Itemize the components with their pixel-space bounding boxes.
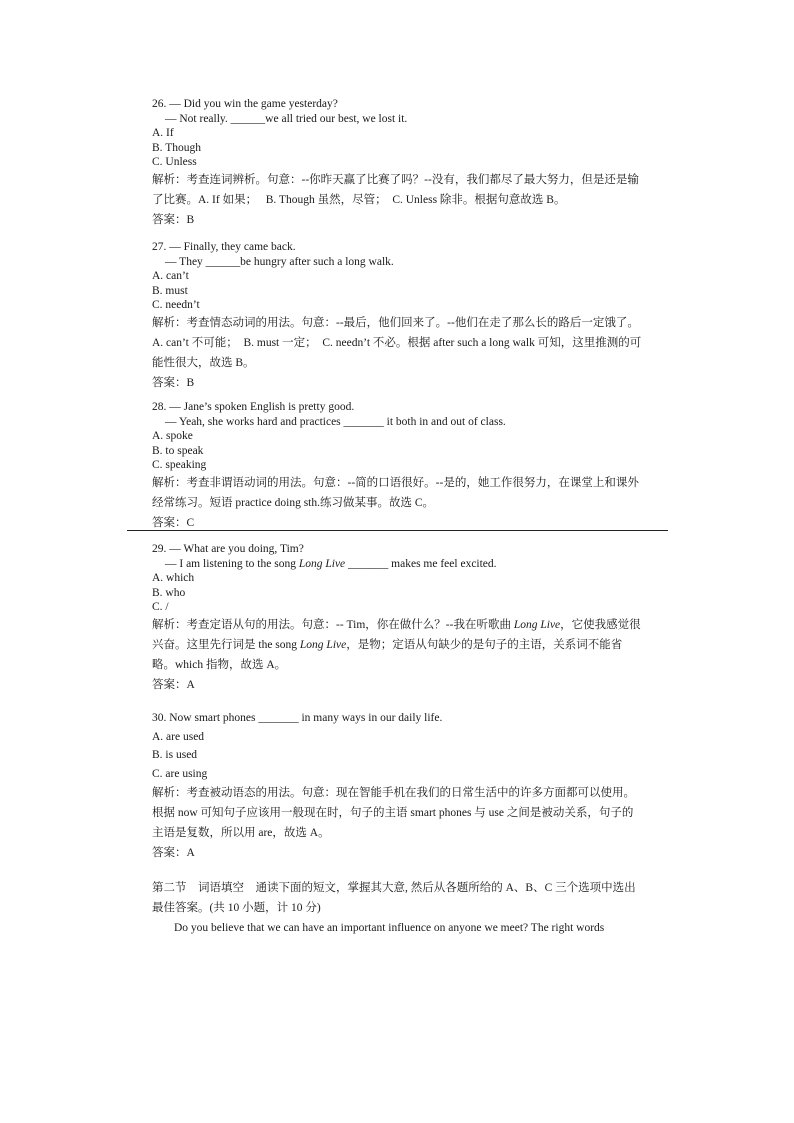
explanation-text: ，它使我感觉很兴奋。这里先行词是 the song xyxy=(152,618,641,651)
option-b: B. Though xyxy=(152,141,201,154)
option-b: B. who xyxy=(152,586,186,599)
response-text: _______ makes me feel excited. xyxy=(345,557,497,570)
question-prompt: 30. Now smart phones _______ in many ways in our daily life. xyxy=(152,712,443,724)
question-response: — Not really. ______we all tried our best, we lost it. xyxy=(165,112,408,125)
answer: 答案：A xyxy=(152,678,195,691)
answer: 答案：C xyxy=(152,516,195,529)
answer: 答案：A xyxy=(152,847,195,859)
question-prompt: 26. — Did you win the game yesterday? xyxy=(152,98,338,110)
option-a: A. are used xyxy=(152,730,205,743)
question-28 xyxy=(152,400,642,533)
passage-text: Do you believe that we can have an important influence on anyone we meet? The right words xyxy=(174,922,605,934)
explanation-text: 解析：考查定语从句的用法。句意：-- Tim，你在做什么？--我在听歌曲 xyxy=(152,618,514,631)
option-a: A. spoke xyxy=(152,430,193,442)
section-heading: 第二节 词语填空 通读下面的短文，掌握其大意, 然后从各题所给的 A、B、C 三个选项中选出最佳答案。(共 10 小题，计 10 分) xyxy=(152,882,636,914)
explanation-text: ，是物；定语从句缺少的是句子的主语，关系词不能省略。which 指物，故选 A。 xyxy=(152,638,623,671)
explanation: 解析：考查情态动词的用法。句意：--最后，他们回来了。--他们在走了那么长的路后一定饿了。A. can’t 不可能； B. must 一定； C. needn’t 不必。根据 after such a long walk 可知，这里推测的可能性很大，故选 B。 xyxy=(152,316,642,369)
option-b: B. is used xyxy=(152,749,198,761)
question-27 xyxy=(152,240,642,393)
question-prompt: 27. — Finally, they came back. xyxy=(152,241,296,253)
response-text: — I am listening to the song xyxy=(165,557,299,570)
section-2 xyxy=(152,878,642,938)
answer: 答案：B xyxy=(152,376,195,389)
option-a: A. If xyxy=(152,127,174,139)
explanation xyxy=(152,615,642,675)
option-a: A. can’t xyxy=(152,270,189,282)
question-29 xyxy=(152,542,642,695)
question-response: — They ______be hungry after such a long walk. xyxy=(165,255,394,268)
option-c: C. Unless xyxy=(152,156,197,168)
explanation: 解析：考查连词辨析。句意：--你昨天赢了比赛了吗？--没有，我们都尽了最大努力，但是还是输了比赛。A. If 如果； B. Though 虽然，尽管； C. Unless 除非。根据句意故选 B。 xyxy=(152,173,639,206)
option-b: B. to speak xyxy=(152,444,204,457)
option-c: C. / xyxy=(152,601,169,613)
page-divider xyxy=(127,530,668,531)
answer: 答案：B xyxy=(152,213,195,226)
question-30 xyxy=(152,709,642,863)
option-c: C. needn’t xyxy=(152,299,200,311)
option-c: C. are using xyxy=(152,767,208,780)
question-response: — Yeah, she works hard and practices _______ it both in and out of class. xyxy=(165,415,506,428)
option-b: B. must xyxy=(152,284,188,297)
option-c: C. speaking xyxy=(152,459,207,471)
question-prompt: 29. — What are you doing, Tim? xyxy=(152,543,304,555)
question-26 xyxy=(152,97,642,230)
song-title: Long Live xyxy=(298,557,346,570)
song-title: Long Live xyxy=(299,638,347,651)
question-response xyxy=(152,557,642,572)
option-a: A. which xyxy=(152,572,195,584)
explanation: 解析：考查被动语态的用法。句意：现在智能手机在我们的日常生活中的许多方面都可以使用。根据 now 可知句子应该用一般现在时，句子的主语 smart phones 与 use 之间是被动关系，句子的主语是复数，所以用 are，故选 A。 xyxy=(152,787,635,839)
question-prompt: 28. — Jane’s spoken English is pretty good. xyxy=(152,401,355,413)
song-title: Long Live xyxy=(513,618,561,631)
explanation: 解析：考查非谓语动词的用法。句意：--简的口语很好。--是的，她工作很努力，在课堂上和课外经常练习。短语 practice doing sth.练习做某事。故选 C。 xyxy=(152,476,639,509)
